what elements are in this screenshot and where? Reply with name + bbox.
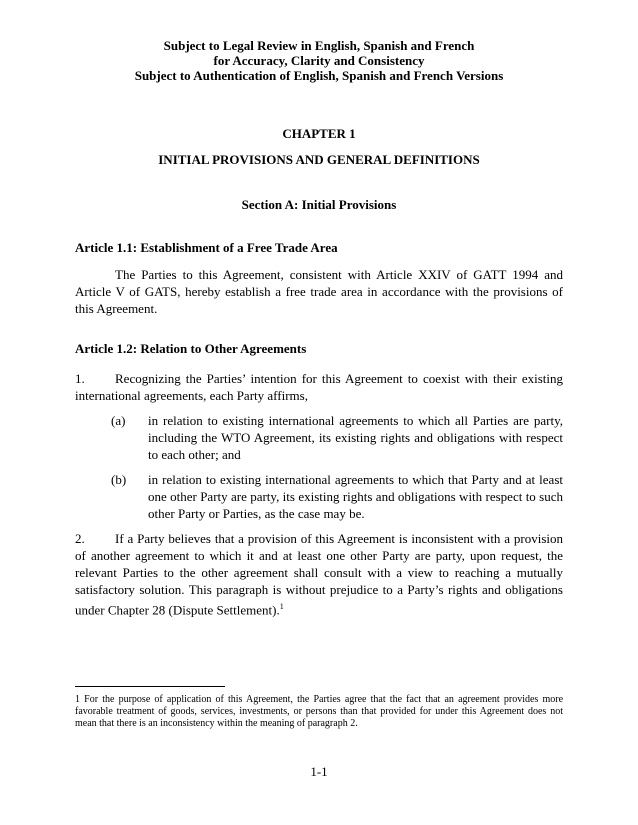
subparagraph-text: in relation to existing international agreements to which all Parties are party, including the WTO Agreement, its existing rights and obligations with respect to each other; and (148, 413, 563, 462)
subparagraph-label: (a) (111, 413, 126, 428)
section-heading: Section A: Initial Provisions (241, 197, 397, 212)
header-line-2: for Accuracy, Clarity and Consistency (213, 53, 425, 68)
paragraph-number: 1. (75, 371, 85, 386)
paragraph-text: If a Party believes that a provision of this Agreement is inconsistent with a provision of another agreement to which it and at least one other Party are party, upon request, the relevant Parties to the other agreement shall consult with a view to reaching a mutually satisfactory solution. This paragraph is without prejudice to a Party’s rights and obligations under Chapter 28 (Dispute Settlement). (75, 531, 563, 618)
footnote-number: 1 (75, 694, 80, 705)
footnote-reference[interactable]: 1 (279, 602, 284, 611)
paragraph-text: Recognizing the Parties’ intention for this Agreement to coexist with their existing international agreements, each Party affirms, (75, 371, 563, 403)
chapter-title: INITIAL PROVISIONS AND GENERAL DEFINITIONS (158, 152, 480, 167)
article-1-2-paragraph-2 (75, 530, 563, 618)
footnote (75, 694, 563, 730)
header-line-3: Subject to Authentication of English, Spanish and French Versions (134, 68, 504, 83)
paragraph-number: 2. (75, 531, 85, 546)
article-1-1-text: The Parties to this Agreement, consistent with Article XXIV of GATT 1994 and Article V of GATS, hereby establish a free trade area in accordance with the provisions of this Agreement. (75, 267, 563, 316)
review-notice-header (75, 38, 563, 83)
article-1-2-paragraph-1 (75, 370, 563, 404)
footnote-divider (75, 686, 225, 687)
article-1-1-heading: Article 1.1: Establishment of a Free Trade Area (75, 240, 338, 255)
subparagraph-text: in relation to existing international agreements to which that Party and at least one other Party are party, its existing rights and obligations with respect to such other Party or Parties, as the case may be. (148, 472, 563, 521)
article-1-2-heading: Article 1.2: Relation to Other Agreements (75, 341, 307, 356)
header-line-1: Subject to Legal Review in English, Spanish and French (163, 38, 475, 53)
page-number: 1-1 (310, 764, 328, 779)
chapter-number: CHAPTER 1 (282, 126, 356, 141)
subparagraph-label: (b) (111, 472, 127, 487)
footnote-text: For the purpose of application of this Agreement, the Parties agree that the fact that an agreement provides more favorable treatment of goods, services, investments, or persons than that provided for under this Agreement does not mean that there is an inconsistency within the meaning of paragraph 2. (75, 694, 564, 729)
